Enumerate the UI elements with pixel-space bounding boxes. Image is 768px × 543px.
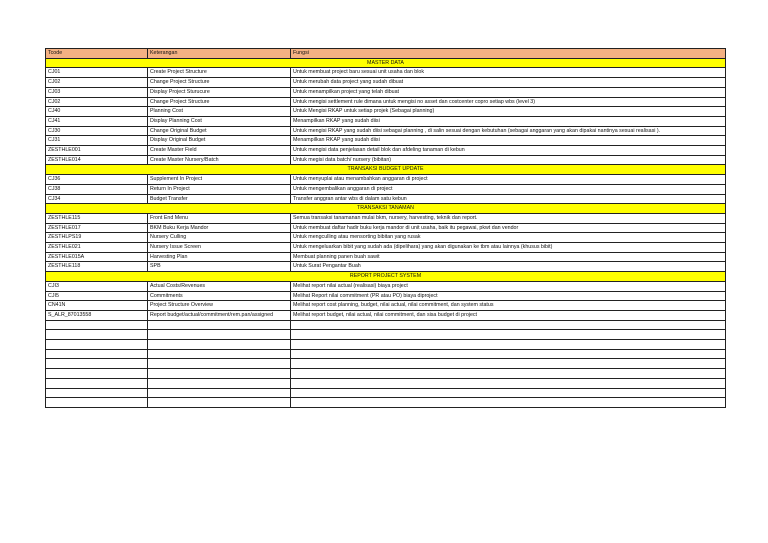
tcode-cell[interactable]	[46, 320, 148, 330]
tcode-cell[interactable]: CJ02	[46, 78, 148, 88]
empty-row	[46, 349, 726, 359]
section-row	[46, 204, 726, 214]
table-row	[46, 243, 726, 253]
tcode-cell[interactable]: CN41N	[46, 301, 148, 311]
header-row	[46, 49, 726, 59]
fungsi-cell[interactable]: Melihat report nilai actual (realisasi) biaya project	[291, 281, 726, 291]
table-row	[46, 252, 726, 262]
table-row	[46, 146, 726, 156]
table-row	[46, 78, 726, 88]
tcode-cell[interactable]: CJ34	[46, 194, 148, 204]
keterangan-cell[interactable]: Planning Cost	[148, 107, 291, 117]
table-row	[46, 262, 726, 272]
keterangan-cell[interactable]	[148, 388, 291, 398]
fungsi-cell[interactable]: Melihat report cost planning, budget, nilai actual, nilai commitment, dan system status	[291, 301, 726, 311]
keterangan-cell[interactable]: Report budget/actual/commitment/rem.pan/assigned	[148, 310, 291, 320]
table-row	[46, 213, 726, 223]
keterangan-cell[interactable]: Create Master Nursery/Batch	[148, 155, 291, 165]
table-row	[46, 136, 726, 146]
section-row	[46, 272, 726, 282]
fungsi-cell[interactable]: Untuk membuat project baru sesuai unit usaha dan blok	[291, 68, 726, 78]
empty-row	[46, 388, 726, 398]
fungsi-cell[interactable]: Untuk menampilkan project yang telah dibuat	[291, 87, 726, 97]
keterangan-cell[interactable]: Project Structure Overview	[148, 301, 291, 311]
fungsi-cell[interactable]: Untuk Surat Pengantar Buah	[291, 262, 726, 272]
table-row	[46, 87, 726, 97]
tcode-cell[interactable]: ZESTHLE017	[46, 223, 148, 233]
keterangan-cell[interactable]: Nursery Culling	[148, 233, 291, 243]
fungsi-cell[interactable]	[291, 349, 726, 359]
fungsi-cell[interactable]	[291, 340, 726, 350]
table-row	[46, 97, 726, 107]
fungsi-cell[interactable]: Transfer anggran antar wbs di dalam satu kebun	[291, 194, 726, 204]
keterangan-cell[interactable]	[148, 340, 291, 350]
tcode-cell[interactable]: ZESTHLE021	[46, 243, 148, 253]
fungsi-cell[interactable]	[291, 359, 726, 369]
header-tcode[interactable]: Tcode	[46, 49, 148, 59]
keterangan-cell[interactable]: Harvesting Plan	[148, 252, 291, 262]
table-row	[46, 107, 726, 117]
fungsi-cell[interactable]: Melihat report budget, nilai actual, nilai commitment, dan sisa budget di project	[291, 310, 726, 320]
empty-row	[46, 398, 726, 408]
tcode-cell[interactable]: CJ40	[46, 107, 148, 117]
fungsi-cell[interactable]: Untuk mengembalikan anggaran di project	[291, 184, 726, 194]
keterangan-cell[interactable]: Change Original Budget	[148, 126, 291, 136]
table-row	[46, 68, 726, 78]
section-row	[46, 58, 726, 68]
empty-row	[46, 359, 726, 369]
keterangan-cell[interactable]: Front End Menu	[148, 213, 291, 223]
keterangan-cell[interactable]: Budget Transfer	[148, 194, 291, 204]
header-fungsi[interactable]: Fungsi	[291, 49, 726, 59]
empty-row	[46, 330, 726, 340]
tcode-cell[interactable]: CJ38	[46, 184, 148, 194]
fungsi-cell[interactable]: Menampilkan RKAP yang sudah diisi	[291, 136, 726, 146]
keterangan-cell[interactable]: Change Project Structure	[148, 97, 291, 107]
keterangan-cell[interactable]	[148, 398, 291, 408]
keterangan-cell[interactable]: BKM Buku Kerja Mandor	[148, 223, 291, 233]
section-title[interactable]: REPORT PROJECT SYSTEM	[46, 272, 726, 282]
keterangan-cell[interactable]: Change Project Structure	[148, 78, 291, 88]
keterangan-cell[interactable]: Display Project Sturucure	[148, 87, 291, 97]
tcode-cell[interactable]: CJ31	[46, 136, 148, 146]
tcode-cell[interactable]: CJ01	[46, 68, 148, 78]
tcode-cell[interactable]	[46, 340, 148, 350]
fungsi-cell[interactable]: Untuk mengculling atau mensorting bibitan yang rusak	[291, 233, 726, 243]
table-row	[46, 155, 726, 165]
keterangan-cell[interactable]: Supplement In Project	[148, 175, 291, 185]
tcode-cell[interactable]	[46, 388, 148, 398]
tcode-cell[interactable]: CJI3	[46, 281, 148, 291]
fungsi-cell[interactable]: Semua transaksi tanamanan mulai bkm, nursery, harvesting, teknik dan report.	[291, 213, 726, 223]
tcode-cell[interactable]	[46, 349, 148, 359]
fungsi-cell[interactable]: Menampilkan RKAP yang sudah diisi	[291, 116, 726, 126]
table-row	[46, 301, 726, 311]
fungsi-cell[interactable]	[291, 378, 726, 388]
fungsi-cell[interactable]	[291, 330, 726, 340]
fungsi-cell[interactable]: Untuk mengeluarkan bibit yang sudah ada (dipelihara) yang akan digunakan ke tbm atau lainnya (khusus bibit)	[291, 243, 726, 253]
tcode-cell[interactable]: ZESTHLE015A	[46, 252, 148, 262]
keterangan-cell[interactable]: Return In Project	[148, 184, 291, 194]
empty-row	[46, 369, 726, 379]
table-row	[46, 310, 726, 320]
spreadsheet-table	[45, 48, 726, 408]
tcode-cell[interactable]: ZESTHLE115	[46, 213, 148, 223]
tcode-cell[interactable]	[46, 378, 148, 388]
keterangan-cell[interactable]: SPB	[148, 262, 291, 272]
tcode-cell[interactable]	[46, 359, 148, 369]
section-title[interactable]: MASTER DATA	[46, 58, 726, 68]
tcode-cell[interactable]: ZESTHLE014	[46, 155, 148, 165]
tcode-cell[interactable]: CJ03	[46, 87, 148, 97]
empty-row	[46, 378, 726, 388]
keterangan-cell[interactable]	[148, 359, 291, 369]
keterangan-cell[interactable]	[148, 378, 291, 388]
table-row	[46, 291, 726, 301]
fungsi-cell[interactable]: Membuat planning panen buah sawit	[291, 252, 726, 262]
keterangan-cell[interactable]	[148, 369, 291, 379]
fungsi-cell[interactable]: Untuk megisi data batch/ nursery (bibitan)	[291, 155, 726, 165]
section-title[interactable]: TRANSAKSI BUDGET UPDATE	[46, 165, 726, 175]
fungsi-cell[interactable]	[291, 398, 726, 408]
section-row	[46, 165, 726, 175]
keterangan-cell[interactable]: Create Master Field	[148, 146, 291, 156]
tcode-cell[interactable]: CJ30	[46, 126, 148, 136]
keterangan-cell[interactable]: Nursery Issue Screen	[148, 243, 291, 253]
table-row	[46, 175, 726, 185]
fungsi-cell[interactable]	[291, 320, 726, 330]
keterangan-cell[interactable]	[148, 330, 291, 340]
tcode-cell[interactable]: S_ALR_87013558	[46, 310, 148, 320]
fungsi-cell[interactable]: Untuk membuat daftar hadir buku kerja mandor di unit usaha, baik itu pegawai, pkwt dan vendor	[291, 223, 726, 233]
tcode-cell[interactable]: CJ36	[46, 175, 148, 185]
table-row	[46, 116, 726, 126]
tcode-cell[interactable]	[46, 398, 148, 408]
tcode-cell[interactable]: CJ41	[46, 116, 148, 126]
fungsi-cell[interactable]: Untuk merubah data project yang sudah dibuat	[291, 78, 726, 88]
table-row	[46, 233, 726, 243]
fungsi-cell[interactable]: Melihat Report nilai commitment (PR atau PO) biaya diproject	[291, 291, 726, 301]
table-row	[46, 126, 726, 136]
fungsi-cell[interactable]	[291, 388, 726, 398]
fungsi-cell[interactable]: Untuk mengisi RKAP yang sudah diisi sebagai planning , di salin sesuai dengan kebutuhan (sebagai anggaran yang akan dipakai nantinya sesuai realisasi ).	[291, 126, 726, 136]
keterangan-cell[interactable]: Commitments	[148, 291, 291, 301]
fungsi-cell[interactable]: Untuk Mengisi RKAP untuk setiap projek (Sebagai planning)	[291, 107, 726, 117]
keterangan-cell[interactable]: Display Original Budget	[148, 136, 291, 146]
section-title[interactable]: TRANSAKSI TANAMAN	[46, 204, 726, 214]
keterangan-cell[interactable]: Display Planning Cost	[148, 116, 291, 126]
header-keterangan[interactable]: Keterangan	[148, 49, 291, 59]
keterangan-cell[interactable]	[148, 349, 291, 359]
tcode-cell[interactable]: ZESTHLPS19	[46, 233, 148, 243]
fungsi-cell[interactable]: Untuk mengisi data penjelasan detail blok dan afdeling tanaman di kebun	[291, 146, 726, 156]
tcode-cell[interactable]: ZESTHLE001	[46, 146, 148, 156]
table-row	[46, 223, 726, 233]
fungsi-cell[interactable]: Untuk mengisi settlement rule dimana untuk mengisi no asset dan costcenter copro setiap wbs (level 3)	[291, 97, 726, 107]
empty-row	[46, 340, 726, 350]
tcode-cell[interactable]: CJI5	[46, 291, 148, 301]
fungsi-cell[interactable]	[291, 369, 726, 379]
keterangan-cell[interactable]	[148, 320, 291, 330]
fungsi-cell[interactable]: Untuk menyuplai atau menambahkan anggaran di project	[291, 175, 726, 185]
table-row	[46, 281, 726, 291]
tcode-cell[interactable]: ZESTHLE118	[46, 262, 148, 272]
tcode-cell[interactable]	[46, 369, 148, 379]
table-row	[46, 184, 726, 194]
keterangan-cell[interactable]: Actual Costs/Revenues	[148, 281, 291, 291]
tcode-cell[interactable]	[46, 330, 148, 340]
table-row	[46, 194, 726, 204]
empty-row	[46, 320, 726, 330]
tcode-cell[interactable]: CJ02	[46, 97, 148, 107]
keterangan-cell[interactable]: Create Project Structure	[148, 68, 291, 78]
